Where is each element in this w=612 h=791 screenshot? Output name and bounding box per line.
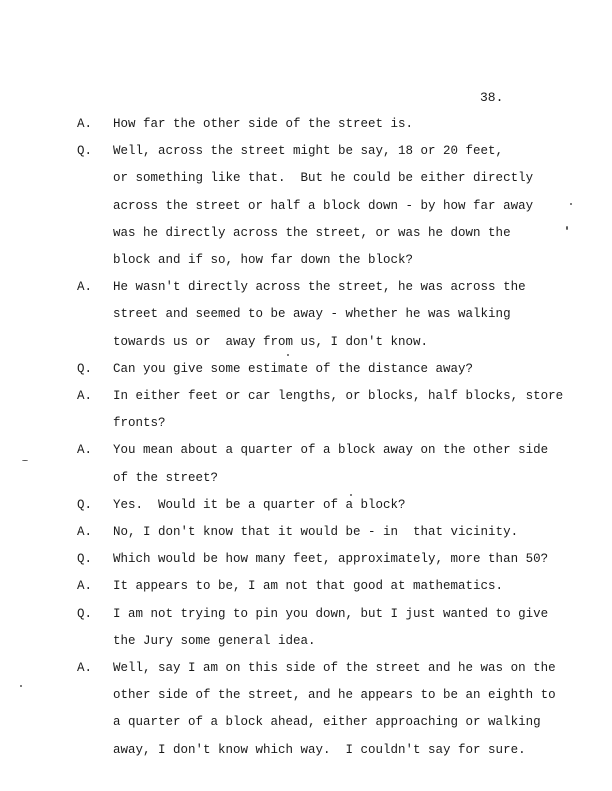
transcript-line — [0, 634, 612, 654]
transcript-line — [0, 171, 612, 191]
line-text: I am not trying to pin you down, but I just wanted to give — [113, 606, 549, 621]
speaker-label: Q. — [77, 497, 93, 512]
scan-speck — [20, 685, 22, 687]
scan-speck — [350, 494, 352, 496]
transcript-line — [0, 607, 612, 627]
line-text: He wasn't directly across the street, he was across the — [113, 280, 526, 295]
scan-speck — [570, 203, 572, 205]
line-text: or something like that. But he could be either directly — [113, 171, 534, 186]
scan-speck — [566, 226, 568, 230]
line-text: It appears to be, I am not that good at mathematics. — [113, 579, 504, 594]
transcript-line — [0, 498, 612, 518]
line-text: other side of the street, and he appears to be an eighth to — [113, 688, 556, 703]
transcript-line — [0, 552, 612, 572]
line-text: Can you give some estimate of the distance away? — [113, 361, 474, 376]
scan-speck — [22, 460, 28, 461]
line-text: of the street? — [113, 470, 219, 485]
transcript-line — [0, 362, 612, 382]
speaker-label: A. — [77, 443, 93, 458]
transcript-line — [0, 253, 612, 273]
scan-speck — [287, 354, 289, 356]
speaker-label: A. — [77, 117, 93, 131]
line-text: fronts? — [113, 416, 166, 431]
transcript-line — [0, 471, 612, 491]
speaker-label: A. — [77, 661, 93, 675]
line-text: No, I don't know that it would be - in that vicinity. — [113, 525, 519, 539]
line-text: across the street or half a block down - by how far away — [113, 198, 534, 213]
transcript-line — [0, 144, 612, 164]
transcript-line — [0, 389, 612, 409]
speaker-label: Q. — [77, 144, 93, 159]
transcript-line — [0, 715, 612, 735]
transcript-line — [0, 416, 612, 436]
line-text: was he directly across the street, or was he down the — [113, 225, 511, 240]
speaker-label: A. — [77, 579, 93, 594]
line-text: towards us or away from us, I don't know. — [113, 334, 429, 349]
transcript-line — [0, 525, 612, 545]
transcript-line — [0, 226, 612, 246]
line-text: the Jury some general idea. — [113, 633, 316, 648]
transcript-line — [0, 335, 612, 355]
transcript-line — [0, 579, 612, 599]
speaker-label: Q. — [77, 361, 93, 376]
transcript-line — [0, 307, 612, 327]
line-text: How far the other side of the street is. — [113, 117, 414, 131]
line-text: You mean about a quarter of a block away on the other side — [113, 443, 549, 458]
line-text: Yes. Would it be a quarter of a block? — [113, 497, 406, 512]
page-number: 38. — [480, 90, 504, 105]
line-text: away, I don't know which way. I couldn't say for sure. — [113, 742, 526, 757]
transcript-line — [0, 661, 612, 681]
transcript-line — [0, 117, 612, 137]
line-text: Which would be how many feet, approximately, more than 50? — [113, 552, 549, 567]
line-text: Well, say I am on this side of the street and he was on the — [113, 661, 556, 675]
speaker-label: A. — [77, 389, 93, 403]
transcript-line — [0, 199, 612, 219]
line-text: In either feet or car lengths, or blocks, half blocks, store — [113, 389, 564, 403]
transcript-line — [0, 688, 612, 708]
line-text: street and seemed to be away - whether he was walking — [113, 307, 511, 322]
line-text: block and if so, how far down the block? — [113, 253, 414, 267]
line-text: Well, across the street might be say, 18 or 20 feet, — [113, 144, 504, 159]
transcript-line — [0, 443, 612, 463]
line-text: a quarter of a block ahead, either approaching or walking — [113, 715, 541, 730]
speaker-label: A. — [77, 280, 93, 295]
speaker-label: Q. — [77, 552, 93, 567]
transcript-line — [0, 280, 612, 300]
speaker-label: Q. — [77, 606, 93, 621]
speaker-label: A. — [77, 525, 93, 539]
transcript-line — [0, 743, 612, 763]
